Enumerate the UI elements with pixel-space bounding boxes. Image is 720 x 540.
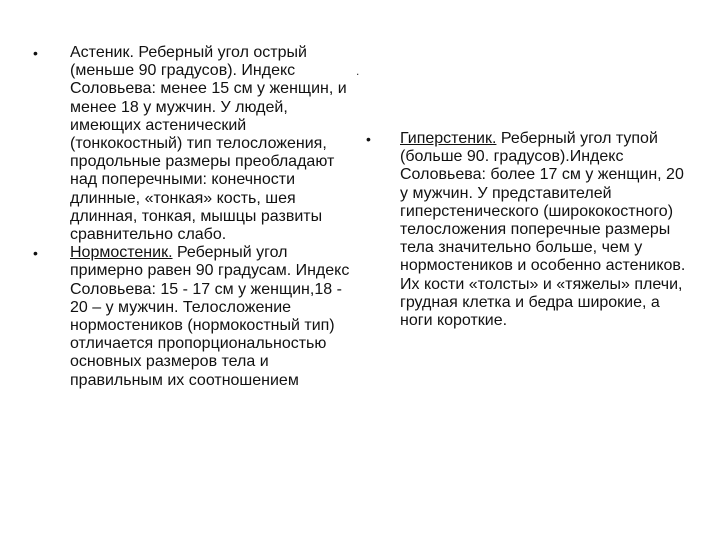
asthenic-item: [33, 44, 360, 244]
bullet-icon: •: [33, 245, 38, 262]
hypersthenic-term: Гиперстеник.: [400, 130, 497, 147]
normosthenic-term: Нормостеник.: [70, 244, 173, 262]
right-column: [366, 130, 690, 330]
stray-mark: .: [356, 64, 360, 78]
normosthenic-description: Реберный угол примерно равен 90 градусам. Индекс Соловьева: 15 - 17 см у женщин,18 - 20 – у мужчин. Телосложение нормостеников (нормокостный тип) отличается пропорциональностью основных размеров тела и правильным их соотношением: [70, 244, 350, 389]
normosthenic-item: [33, 244, 360, 390]
hypersthenic-description: Реберный угол тупой (больше 90. градусов).Индекс Соловьева: более 17 см у женщин, 20 у мужчин. У представителей гиперстенического (ширококостного) телосложения поперечные размеры тела значительно больше, чем у нормостеников и особенно астеников. Их кости «толсты» и «тяжелы» плечи, грудная клетка и бедра широкие, а ноги короткие.: [400, 130, 686, 330]
asthenic-description: Реберный угол острый (меньше 90 градусов). Индекс Соловьева: менее 15 см у женщин, и менее 18 у мужчин. У людей, имеющих астенический (тонкокостный) тип телосложения, продольные размеры преобладают над поперечными: конечности длинные, «тонкая» кость, шея длинная, тонкая, мышцы развиты сравнительно слабо.: [70, 44, 347, 244]
left-column: [33, 44, 360, 390]
bullet-icon: •: [33, 45, 38, 61]
hypersthenic-item: [366, 130, 690, 330]
asthenic-term: Астеник.: [70, 44, 134, 61]
bullet-icon: •: [366, 131, 371, 147]
